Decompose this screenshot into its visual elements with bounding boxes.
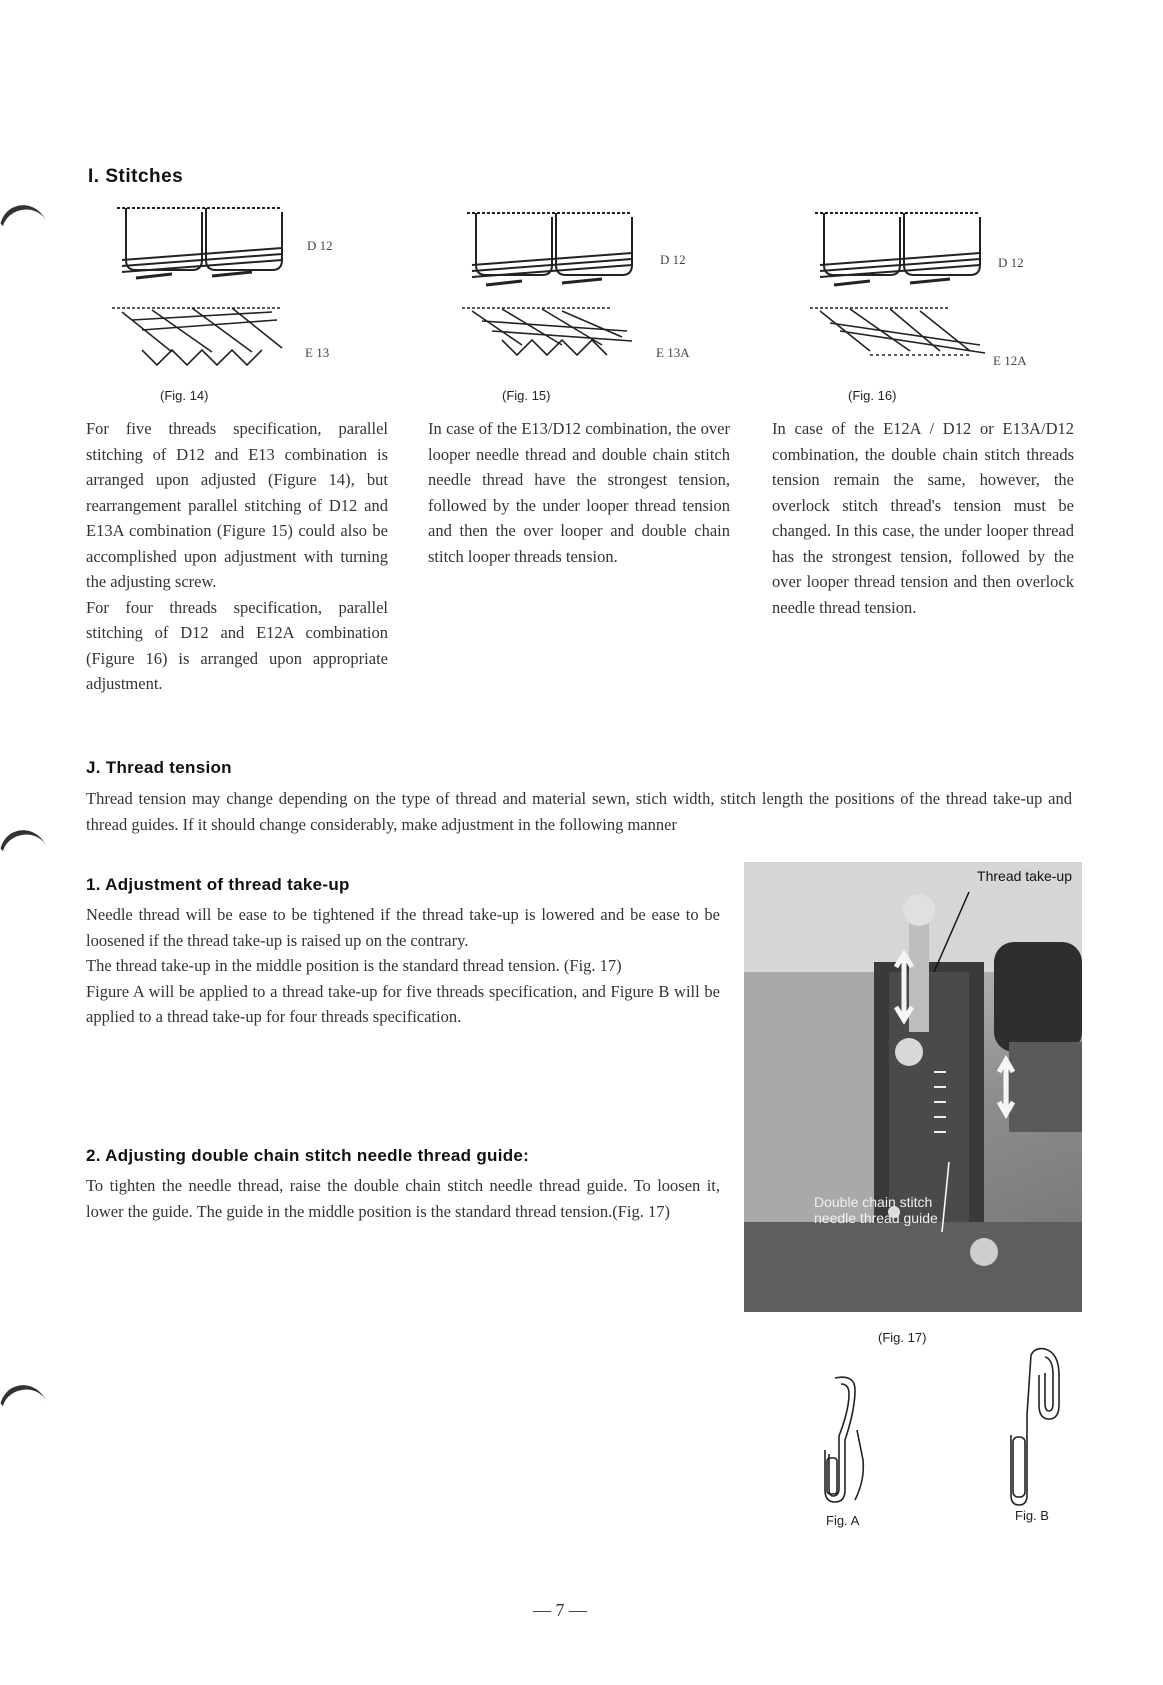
stitch-diagram-fig15 [462, 205, 642, 385]
section-i-column-1 [86, 416, 388, 697]
fig16-top-label: D 12 [998, 255, 1024, 270]
fig15-top-label: D 12 [660, 252, 686, 267]
col1-paragraph-1: For five threads specification, parallel stitching of D12 and E13 combination is arranged upon adjusted (Figure 14), but rearrangement parallel stitching of D12 and E13A combination (Figure 15) could also be accomplished upon adjustment with turning the adjusting screw. [86, 419, 388, 591]
stitch-diagram-fig16 [810, 205, 990, 385]
sub1-body [86, 902, 720, 1030]
punch-hole-middle [0, 823, 55, 887]
thread-take-up-figure-b [1005, 1345, 1075, 1515]
machine-illustration [744, 862, 1082, 1312]
chain-stitch-guide-label-line-1: Double chain stitch [814, 1194, 933, 1210]
sub1-paragraph-2: The thread take-up in the middle position is the standard thread tension. (Fig. 17) [86, 956, 622, 975]
section-j-title: J. Thread tension [86, 758, 232, 777]
fig16-bottom-label: E 12A [993, 353, 1027, 368]
punch-hole-bottom [0, 1378, 55, 1442]
stitch-diagram-fig14 [112, 200, 292, 380]
fig15-caption: (Fig. 15) [502, 388, 551, 403]
punch-hole-top [0, 198, 55, 262]
sub2-title: 2. Adjusting double chain stitch needle thread guide: [86, 1146, 530, 1165]
section-i-column-2 [428, 416, 730, 569]
fig-a-label: Fig. A [826, 1513, 860, 1528]
sub2-paragraph-1: To tighten the needle thread, raise the double chain stitch needle thread guide. To loosen it, lower the guide. The guide in the middle position is the standard thread tension.(Fig. 17) [86, 1176, 720, 1221]
sub1-paragraph-3: Figure A will be applied to a thread take-up for five threads specification, and Figure B will be applied to a thread take-up for four threads specification. [86, 981, 720, 1026]
fig14-top-label: D 12 [307, 238, 333, 253]
thread-take-up-figure-a [815, 1370, 885, 1520]
col3-paragraph: In case of the E12A / D12 or E13A/D12 combination, the double chain stitch threads tension remain the same, however, the overlock stitch thread's tension must be changed. In this case, the under looper thread has the strongest tension, followed by the over looper thread tension and then overlock needle thread tension. [772, 419, 1074, 617]
sub2-body [86, 1173, 720, 1224]
col2-paragraph: In case of the E13/D12 combination, the over looper needle thread and double chain stitch needle thread have the strongest tension, followed by the under looper thread tension and then the over looper and double chain stitch looper threads tension. [428, 419, 730, 566]
fig15-bottom-label: E 13A [656, 345, 690, 360]
thread-take-up-label: Thread take-up [977, 868, 1072, 884]
sub1-paragraph-1: Needle thread will be ease to be tightened if the thread take-up is lowered and be ease to be loosened if the thread take-up is raised up on the contrary. [86, 905, 720, 950]
thread-take-up-photo [744, 862, 1082, 1312]
fig16-caption: (Fig. 16) [848, 388, 897, 403]
section-j-intro: Thread tension may change depending on the type of thread and material sewn, stich width, stitch length the positions of the thread take-up and thread guides. If it should change considerably, make adjustment in the following manner [86, 789, 1072, 834]
section-i-title: I. Stitches [88, 166, 184, 187]
page-number: — 7 — [533, 1600, 587, 1620]
sub1-title: 1. Adjustment of thread take-up [86, 875, 350, 894]
fig-b-label: Fig. B [1015, 1508, 1049, 1523]
col1-paragraph-2: For four threads specification, parallel stitching of D12 and E12A combination (Figure 16) is arranged upon appropriate adjustment. [86, 597, 388, 693]
section-i-column-3 [772, 416, 1074, 620]
fig14-bottom-label: E 13 [305, 345, 330, 360]
fig17-caption: (Fig. 17) [878, 1330, 927, 1345]
chain-stitch-guide-label-line-2: needle thread guide [814, 1210, 938, 1226]
chain-stitch-guide-label [814, 1194, 938, 1226]
fig14-caption: (Fig. 14) [160, 388, 209, 403]
